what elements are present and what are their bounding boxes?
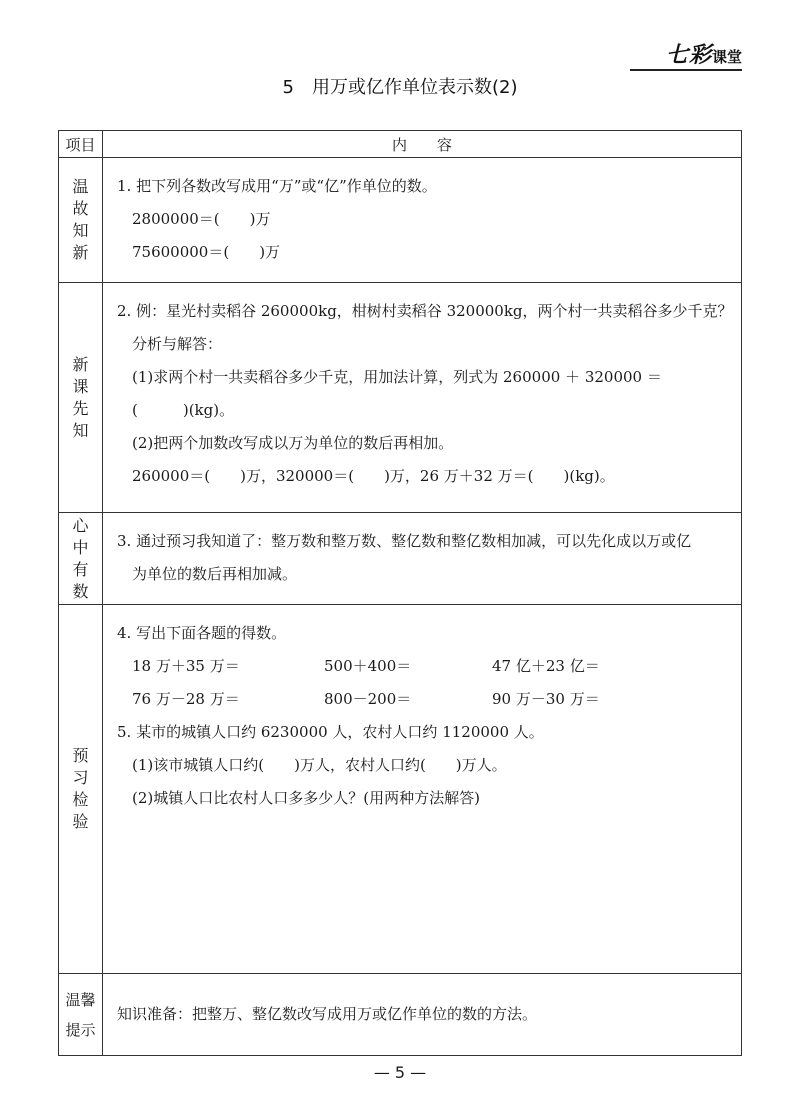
question-2-step-1: (1)求两个村一共卖稻谷多少千克，用加法计算，列式为 260000 ＋ 320000 ＝: [132, 368, 662, 386]
section-review: [59, 158, 742, 283]
section-label-preview: 新课先知: [72, 354, 89, 440]
calc-item: 90 万－30 万＝: [492, 690, 600, 708]
section-check: [59, 605, 742, 974]
question-4-row-2: [117, 683, 741, 716]
section-mind: [59, 513, 742, 605]
calc-item: 800－200＝: [324, 690, 412, 708]
question-1-item-b: 75600000＝( )万: [132, 243, 281, 261]
page-number: — 5 —: [373, 1063, 427, 1082]
table-header-row: [59, 131, 742, 158]
section-label-tip-2: 提示: [65, 1020, 96, 1039]
header-item: 项目: [59, 131, 103, 158]
question-3-line-2: 为单位的数后再相加减。: [132, 565, 298, 583]
calc-item: 500＋400＝: [324, 657, 412, 675]
question-1-title: 1. 把下列各数改写成用“万”或“亿”作单位的数。: [117, 177, 437, 195]
section-label-mind: 心中有数: [72, 515, 89, 601]
question-2-step-1-blank: ( )(kg)。: [132, 401, 235, 419]
header-content: 内 容: [103, 131, 742, 158]
question-1-item-a: 2800000＝( )万: [132, 210, 271, 228]
calc-item: 47 亿＋23 亿＝: [492, 657, 600, 675]
tip-text: 知识准备：把整万、整亿数改写成用万或亿作单位的数的方法。: [117, 1005, 538, 1023]
content-table: [58, 130, 742, 1056]
question-2-title: 2. 例：星光村卖稻谷 260000kg，柑树村卖稻谷 320000kg，两个村一共卖稻谷多少千克？: [117, 302, 733, 320]
question-3-line-1: 3. 通过预习我知道了：整万数和整万数、整亿数和整亿数相加减，可以先化成以万或亿: [117, 532, 692, 550]
calc-item: 76 万－28 万＝: [132, 690, 240, 708]
question-2-analysis: 分析与解答：: [132, 335, 223, 353]
question-4-row-1: [117, 650, 741, 683]
brand-underline: [630, 69, 742, 71]
section-tip: [59, 974, 742, 1056]
brand-logo: 七彩课堂: [665, 43, 742, 68]
section-label-check: 预习检验: [72, 746, 89, 831]
question-5-title: 5. 某市的城镇人口约 6230000 人，农村人口约 1120000 人。: [117, 723, 544, 741]
section-preview: [59, 283, 742, 513]
section-label-review: 温故知新: [72, 177, 89, 262]
question-5-part-1: (1)该市城镇人口约( )万人，农村人口约( )万人。: [132, 756, 507, 774]
question-4-title: 4. 写出下面各题的得数。: [117, 624, 287, 642]
question-2-step-2: (2)把两个加数改写成以万为单位的数后再相加。: [132, 434, 454, 452]
question-5-part-2: (2)城镇人口比农村人口多多少人？(用两种方法解答): [132, 789, 480, 807]
calc-item: 18 万＋35 万＝: [132, 657, 240, 675]
page-title: 5 用万或亿作单位表示数(2): [282, 77, 518, 98]
section-label-tip-1: 温馨: [65, 990, 96, 1009]
question-2-step-2-blanks: 260000＝( )万，320000＝( )万，26 万＋32 万＝( )(kg)。: [132, 467, 615, 485]
